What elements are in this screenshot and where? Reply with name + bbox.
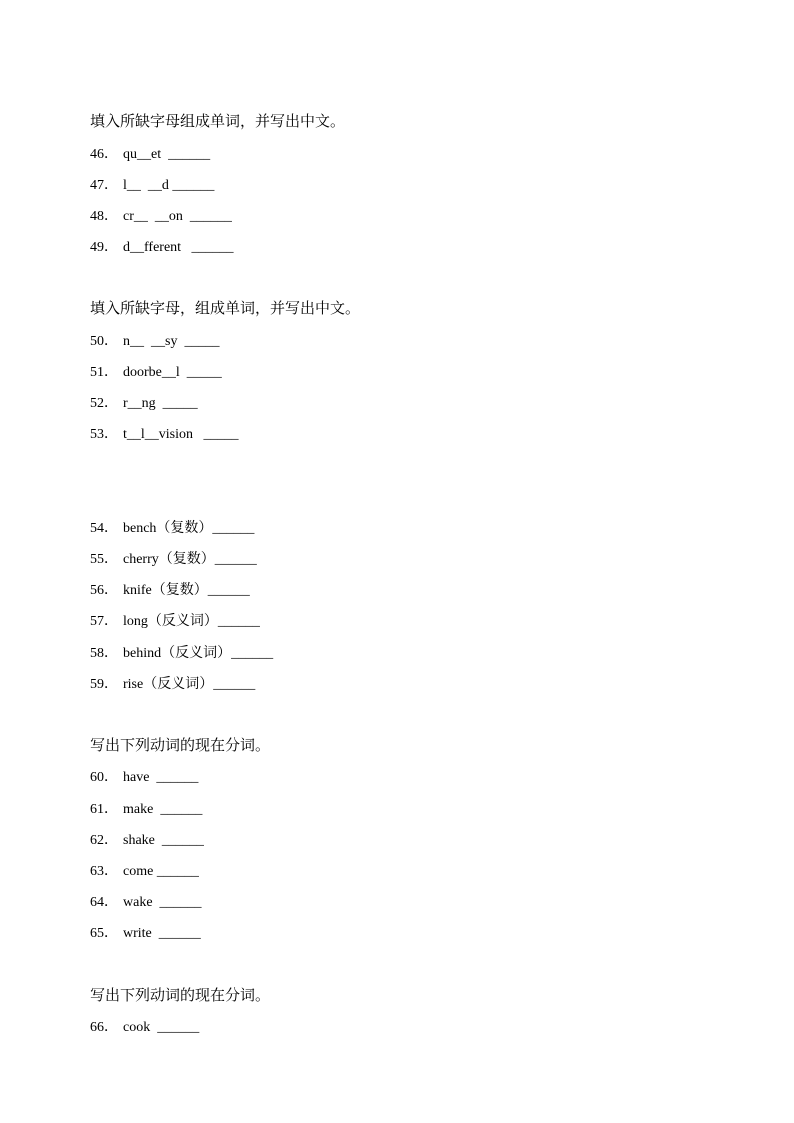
section-heading: 写出下列动词的现在分词。 bbox=[90, 988, 271, 1004]
question-text: qu__et ______ bbox=[123, 147, 211, 162]
question-48 bbox=[90, 208, 232, 226]
question-text: knife（复数）______ bbox=[123, 583, 250, 598]
question-text: have ______ bbox=[123, 770, 199, 785]
question-52 bbox=[90, 395, 198, 413]
question-number: 46． bbox=[90, 147, 118, 162]
question-63 bbox=[90, 863, 199, 881]
question-text: write ______ bbox=[123, 926, 201, 941]
question-text: n__ __sy _____ bbox=[123, 334, 220, 349]
question-53 bbox=[90, 426, 239, 444]
question-text: behind（反义词）______ bbox=[123, 646, 274, 661]
question-number: 50． bbox=[90, 334, 118, 349]
question-number: 56． bbox=[90, 583, 118, 598]
question-number: 53． bbox=[90, 427, 118, 442]
question-60 bbox=[90, 769, 198, 787]
question-number: 47． bbox=[90, 178, 118, 193]
question-text: cook ______ bbox=[123, 1020, 200, 1035]
question-text: come ______ bbox=[123, 864, 199, 879]
question-text: make ______ bbox=[123, 802, 203, 817]
question-65 bbox=[90, 925, 201, 943]
question-text: shake ______ bbox=[123, 833, 204, 848]
question-49 bbox=[90, 239, 234, 257]
section-heading: 写出下列动词的现在分词。 bbox=[90, 738, 271, 754]
question-text: rise（反义词）______ bbox=[123, 677, 256, 692]
section-heading: 填入所缺字母组成单词，并写出中文。 bbox=[90, 114, 346, 130]
question-59 bbox=[90, 676, 255, 694]
question-text: d__fferent ______ bbox=[123, 240, 234, 255]
question-number: 52． bbox=[90, 396, 118, 411]
question-text: doorbe__l _____ bbox=[123, 365, 222, 380]
question-number: 59． bbox=[90, 677, 118, 692]
question-number: 55． bbox=[90, 552, 118, 567]
question-text: wake ______ bbox=[123, 895, 202, 910]
question-text: t__l__vision _____ bbox=[123, 427, 239, 442]
question-number: 58． bbox=[90, 646, 118, 661]
question-number: 57． bbox=[90, 614, 118, 629]
question-55 bbox=[90, 551, 257, 569]
question-50 bbox=[90, 333, 219, 351]
question-58 bbox=[90, 645, 273, 663]
question-61 bbox=[90, 801, 202, 819]
question-number: 49． bbox=[90, 240, 118, 255]
section-heading: 填入所缺字母，组成单词，并写出中文。 bbox=[90, 301, 361, 317]
question-number: 62． bbox=[90, 833, 118, 848]
question-number: 64． bbox=[90, 895, 118, 910]
question-62 bbox=[90, 832, 204, 850]
question-number: 66． bbox=[90, 1020, 118, 1035]
question-46 bbox=[90, 146, 210, 164]
question-text: long（反义词）______ bbox=[123, 614, 260, 629]
question-number: 63． bbox=[90, 864, 118, 879]
question-51 bbox=[90, 364, 222, 382]
question-text: cherry（复数）______ bbox=[123, 552, 257, 567]
question-57 bbox=[90, 613, 260, 631]
question-64 bbox=[90, 894, 202, 912]
question-66 bbox=[90, 1019, 199, 1037]
question-number: 51． bbox=[90, 365, 118, 380]
question-number: 48． bbox=[90, 209, 118, 224]
question-number: 54． bbox=[90, 521, 118, 536]
question-text: bench（复数）______ bbox=[123, 521, 255, 536]
question-54 bbox=[90, 520, 254, 538]
question-text: r__ng _____ bbox=[123, 396, 198, 411]
question-number: 60． bbox=[90, 770, 118, 785]
question-56 bbox=[90, 582, 250, 600]
question-number: 61． bbox=[90, 802, 118, 817]
question-number: 65． bbox=[90, 926, 118, 941]
question-text: l__ __d ______ bbox=[123, 178, 215, 193]
question-47 bbox=[90, 177, 214, 195]
question-text: cr__ __on ______ bbox=[123, 209, 232, 224]
